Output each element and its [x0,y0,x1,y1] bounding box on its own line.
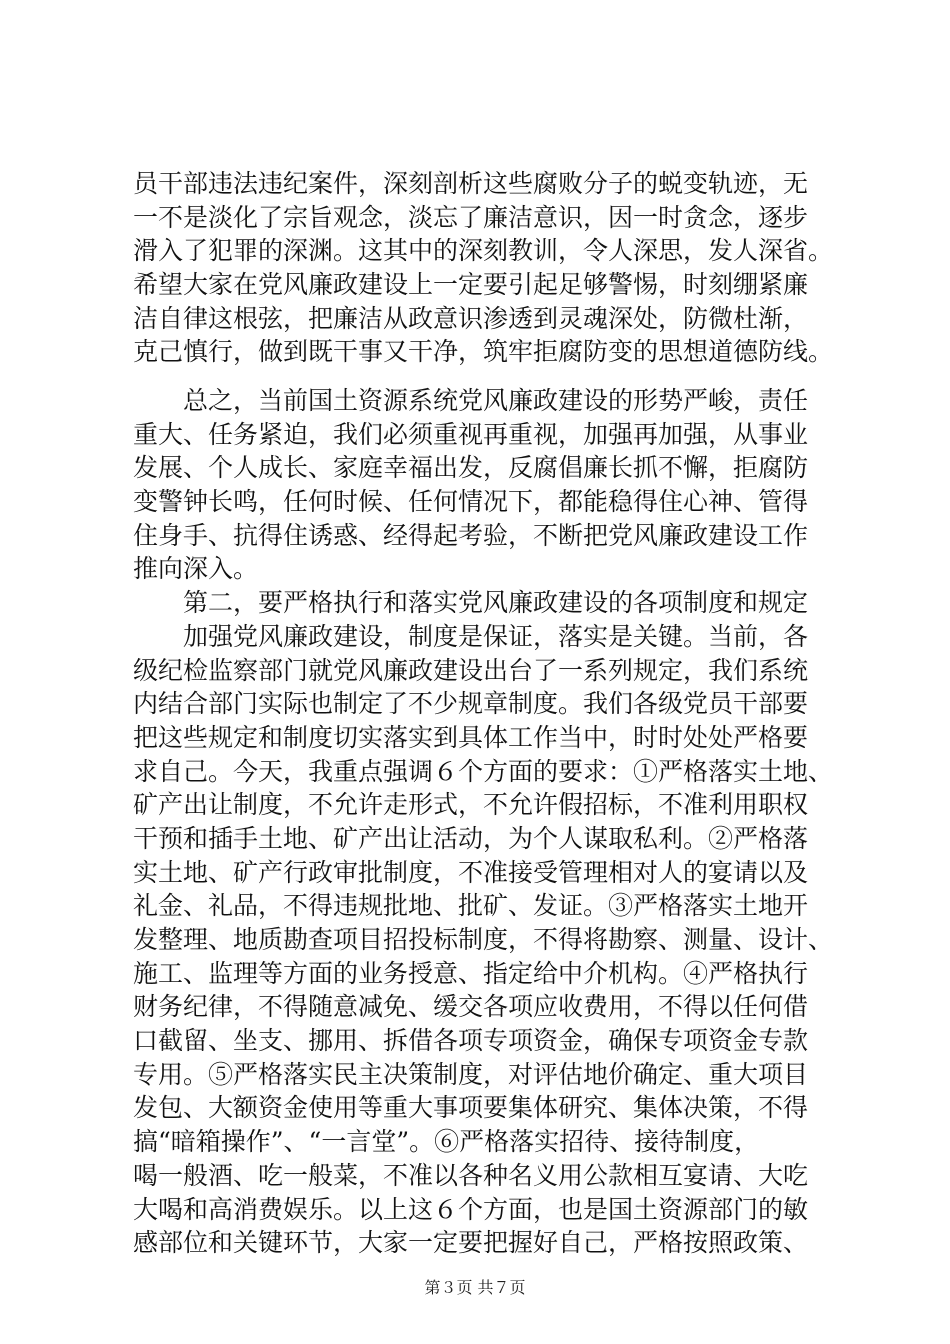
text-line: 礼金、礼品，不得违规批地、批矿、发证。③严格落实土地开 [133,891,809,921]
text-line: 专用。⑤严格落实民主决策制度，对评估地价确定、重大项目 [133,1059,809,1089]
text-line: 员干部违法违纪案件，深刻剖析这些腐败分子的蜕变轨迹，无 [133,169,809,198]
text-line: 内结合部门实际也制定了不少规章制度。我们各级党员干部要 [133,689,809,719]
paragraph-1 [133,167,833,369]
text-line: 变警钟长鸣，任何时候、任何情况下，都能稳得住心神、管得 [133,487,809,517]
text-line: 级纪检监察部门就党风廉政建设出台了一系列规定，我们系统 [133,655,809,685]
text-line: 一不是淡化了宗旨观念，淡忘了廉洁意识，因一时贪念，逐步 [133,202,809,232]
text-line: 求自己。今天，我重点强调６个方面的要求：①严格落实土地、 [133,756,834,786]
text-line: 口截留、坐支、挪用、拆借各项专项资金，确保专项资金专款 [133,1026,809,1056]
text-line: 干预和插手土地、矿产出让活动，为个人谋取私利。②严格落 [133,823,809,853]
text-line: 洁自律这根弦，把廉洁从政意识渗透到灵魂深处，防微杜渐， [133,303,809,333]
text-line: 推向深入。 [133,554,259,584]
text-line: 矿产出让制度，不允许走形式，不允许假招标，不准利用职权 [133,790,809,820]
text-line: 重大、任务紧迫，我们必须重视再重视，加强再加强，从事业 [133,419,809,449]
text-line: 搞“暗箱操作”、“一言堂”。⑥严格落实招待、接待制度， [133,1127,760,1157]
page-number-footer: 第３页 共７页 [424,1278,526,1297]
text-line: 施工、监理等方面的业务授意、指定给中介机构。④严格执行 [133,958,809,988]
text-line: 滑入了犯罪的深渊。这其中的深刻教训，令人深思，发人深省。 [133,236,834,266]
text-line: 加强党风廉政建设，制度是保证，落实是关键。当前，各 [133,621,809,651]
text-line: 把这些规定和制度切实落实到具体工作当中，时时处处严格要 [133,722,809,752]
text-line: 实土地、矿产行政审批制度，不准接受管理相对人的宴请以及 [133,857,809,887]
text-line: 希望大家在党风廉政建设上一定要引起足够警惕，时刻绷紧廉 [133,270,809,300]
text-line: 克己慎行，做到既干事又干净，筑牢拒腐防变的思想道德防线。 [133,337,834,367]
text-line: 感部位和关键环节，大家一定要把握好自己，严格按照政策、 [133,1228,809,1258]
text-line: 发包、大额资金使用等重大事项要集体研究、集体决策，不得 [133,1093,809,1123]
text-line: 财务纪律，不得随意减免、缓交各项应收费用，不得以任何借 [133,992,809,1022]
text-line: 发展、个人成长、家庭幸福出发，反腐倡廉长抓不懈，拒腐防 [133,453,809,483]
text-line: 喝一般酒、吃一般菜，不准以各种名义用公款相互宴请、大吃 [133,1160,809,1190]
section-heading: 第二，要严格执行和落实党风廉政建设的各项制度和规定 [133,588,809,618]
text-line: 住身手、抗得住诱惑、经得起考验，不断把党风廉政建设工作 [133,520,809,550]
text-line: 发整理、地质勘查项目招投标制度，不得将勘察、测量、设计、 [133,925,834,954]
text-line: 总之，当前国土资源系统党风廉政建设的形势严峻，责任 [133,386,809,415]
paragraph-2 [133,384,833,1260]
text-line: 大喝和高消费娱乐。以上这６个方面，也是国土资源部门的敏 [133,1194,809,1224]
